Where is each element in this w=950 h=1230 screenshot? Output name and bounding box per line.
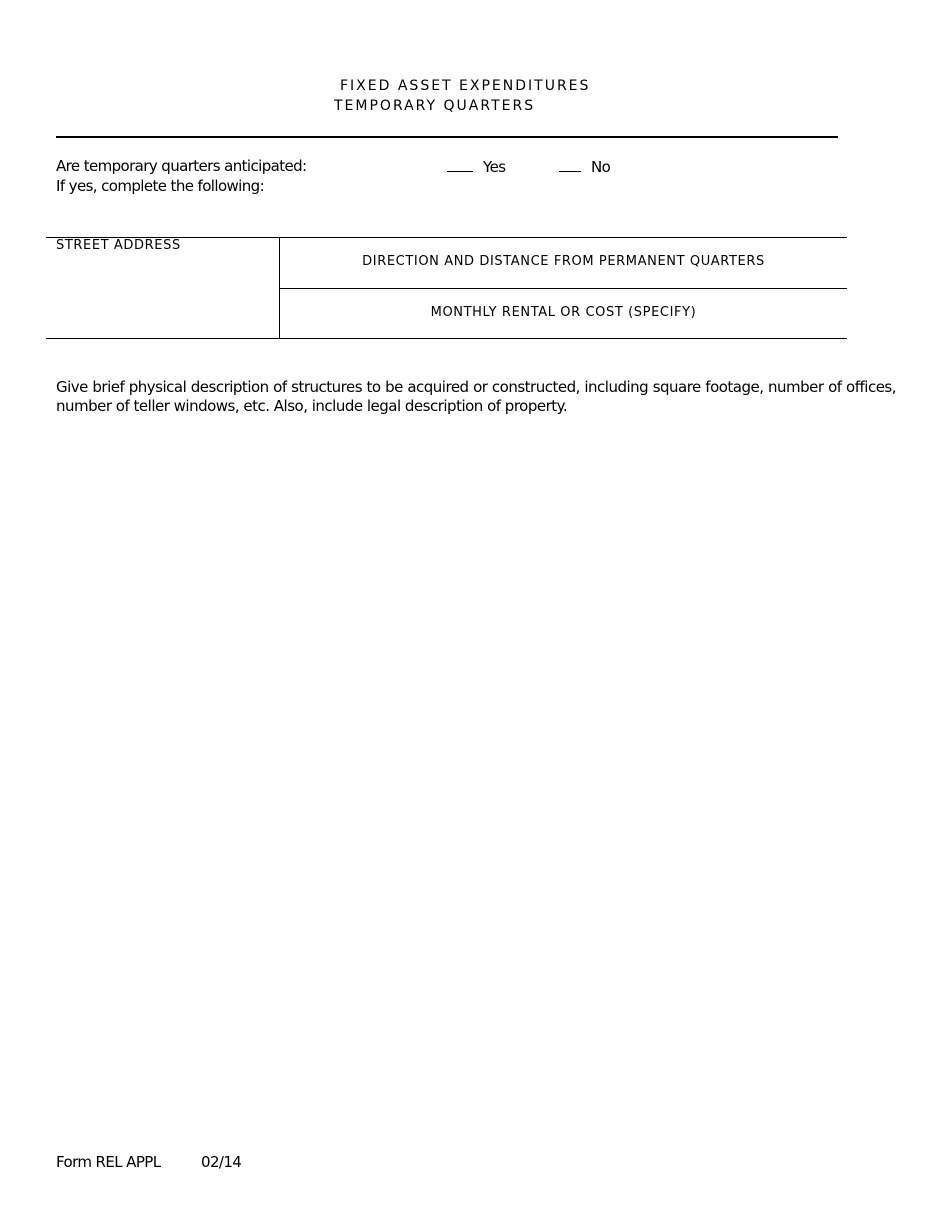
yes-blank[interactable] bbox=[447, 157, 473, 172]
table-mid-border bbox=[279, 288, 847, 289]
street-address-field[interactable]: STREET ADDRESS bbox=[56, 238, 181, 253]
form-id: Form REL APPL bbox=[56, 1153, 161, 1171]
yes-label: Yes bbox=[483, 158, 506, 176]
form-subtitle: TEMPORARY QUARTERS bbox=[334, 98, 536, 114]
yes-option[interactable] bbox=[447, 157, 505, 176]
form-title: FIXED ASSET EXPENDITURES bbox=[340, 78, 591, 94]
instruction-text: If yes, complete the following: bbox=[56, 177, 265, 195]
no-label: No bbox=[591, 158, 611, 176]
table-column-divider bbox=[279, 237, 280, 338]
table-bottom-border bbox=[46, 338, 847, 339]
no-blank[interactable] bbox=[559, 157, 581, 172]
direction-distance-field[interactable]: DIRECTION AND DISTANCE FROM PERMANENT QUARTERS bbox=[362, 254, 765, 269]
no-option[interactable] bbox=[559, 157, 610, 176]
question-label: Are temporary quarters anticipated: bbox=[56, 157, 307, 175]
description-instructions: Give brief physical description of structures to be acquired or constructed, including square footage, number of offices, number of teller windows, etc. Also, include legal description of property. bbox=[56, 378, 896, 415]
monthly-rental-field[interactable]: MONTHLY RENTAL OR COST (SPECIFY) bbox=[430, 305, 697, 320]
form-date: 02/14 bbox=[201, 1153, 242, 1171]
header-divider bbox=[56, 136, 838, 138]
